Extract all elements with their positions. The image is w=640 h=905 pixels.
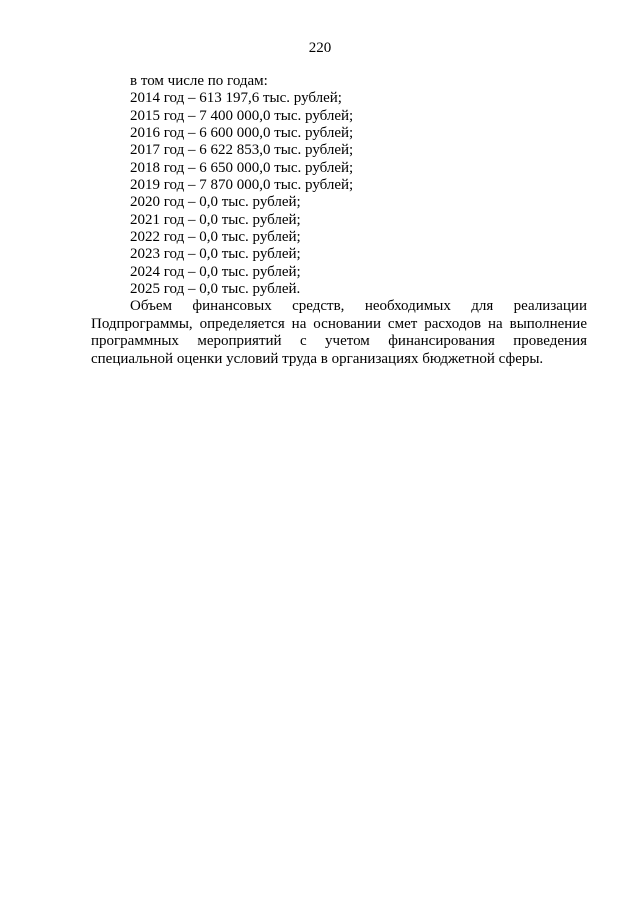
year-line: 2019 год – 7 870 000,0 тыс. рублей; bbox=[130, 177, 354, 194]
year-line: 2016 год – 6 600 000,0 тыс. рублей; bbox=[130, 125, 354, 142]
year-line: 2017 год – 6 622 853,0 тыс. рублей; bbox=[130, 142, 354, 159]
year-line: 2015 год – 7 400 000,0 тыс. рублей; bbox=[130, 107, 354, 124]
year-line: 2023 год – 0,0 тыс. рублей; bbox=[130, 246, 301, 263]
year-line: 2021 год – 0,0 тыс. рублей; bbox=[130, 211, 301, 228]
page-number: 220 bbox=[308, 40, 332, 56]
year-line: 2024 год – 0,0 тыс. рублей; bbox=[130, 263, 301, 280]
year-line: 2025 год – 0,0 тыс. рублей. bbox=[130, 281, 301, 298]
year-line: 2014 год – 613 197,6 тыс. рублей; bbox=[130, 90, 342, 107]
year-list bbox=[91, 90, 587, 298]
year-line: 2020 год – 0,0 тыс. рублей; bbox=[130, 194, 301, 211]
year-line: 2018 год – 6 650 000,0 тыс. рублей; bbox=[130, 159, 354, 176]
year-line: 2022 год – 0,0 тыс. рублей; bbox=[130, 229, 301, 246]
funding-paragraph: Объем финансовых средств, необходимых для реализации Подпрограммы, определяется на основании смет расходов на выполнение программных мероприятий с учетом финансирования проведения специальной оценки условий труда в организациях бюджетной сферы. bbox=[91, 298, 587, 367]
intro-line: в том числе по годам: bbox=[130, 73, 268, 89]
document-body bbox=[91, 73, 587, 368]
